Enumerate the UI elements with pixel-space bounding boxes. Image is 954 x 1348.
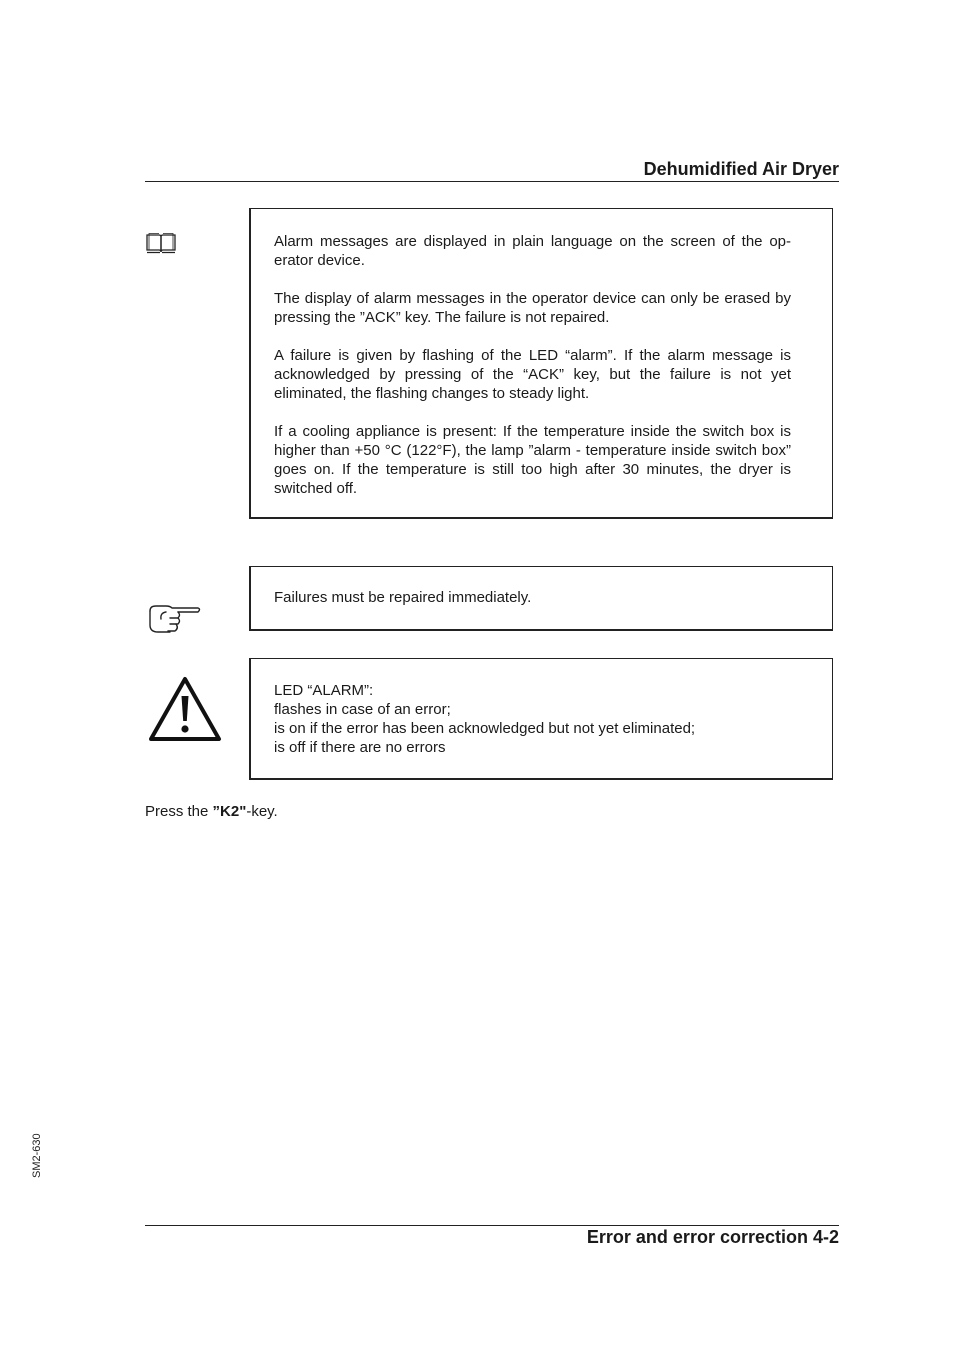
- info-paragraph: A failure is given by flashing of the LED “alarm”. If the alarm message is acknowledged by pressing of the “ACK” key, but the failure is not yet eliminated, the flashing changes to steady light.: [274, 347, 791, 402]
- warning-triangle-icon: [148, 676, 222, 747]
- warning-line: is on if the error has been acknowledged but not yet eliminated;: [274, 720, 696, 737]
- warning-line: flashes in case of an error;: [274, 701, 451, 718]
- document-code: SM2-630: [31, 1133, 43, 1178]
- warning-box: [249, 658, 833, 780]
- info-paragraph: The display of alarm messages in the operator device can only be erased by pressing the ”ACK” key. The failure is not repaired.: [274, 290, 791, 326]
- info-box: [249, 208, 833, 519]
- note-text: Failures must be repaired immediately.: [274, 589, 532, 606]
- warning-line: is off if there are no errors: [274, 739, 446, 756]
- header-title: Dehumidified Air Dryer: [643, 159, 839, 179]
- instruction-key: ”K2": [212, 803, 247, 820]
- book-icon: [146, 232, 176, 259]
- pointing-hand-icon: [148, 603, 202, 640]
- instruction-text: [145, 803, 278, 820]
- info-paragraph: If a cooling appliance is present: If the temperature inside the switch box is higher than +50 °C (122°F), the lamp ”alarm - temperature inside switch box” goes on. If the temperature is still too high after 30 minutes, the dryer is switched off.: [274, 423, 791, 497]
- footer-rule: [145, 1225, 839, 1226]
- header-rule: [145, 181, 839, 182]
- footer-title: Error and error correction 4-2: [586, 1227, 839, 1247]
- instruction-suffix: -key.: [246, 803, 278, 820]
- info-paragraph: Alarm messages are displayed in plain language on the screen of the op-erator device.: [274, 233, 791, 269]
- warning-line: LED “ALARM”:: [274, 682, 374, 699]
- instruction-prefix: Press the: [145, 803, 213, 820]
- note-box: [249, 566, 833, 631]
